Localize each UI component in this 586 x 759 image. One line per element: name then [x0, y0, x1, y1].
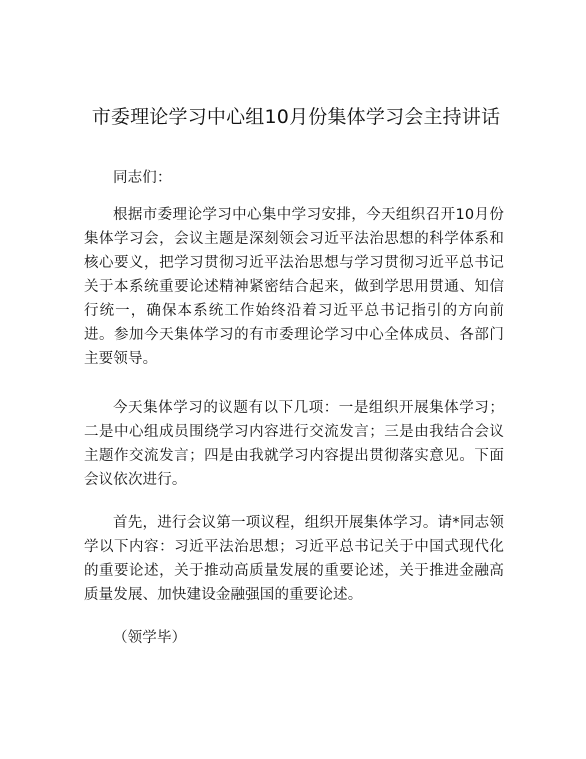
- paragraph-first-item: 首先，进行会议第一项议程，组织开展集体学习。请*同志领学以下内容：习近平法治思想；习近平总书记关于中国式现代化的重要论述，关于推动高质量发展的重要论述，关于推进金融高质量发展、加快建设金融强国的重要论述。: [84, 515, 504, 603]
- document-title: 市委理论学习中心组10月份集体学习会主持讲话: [91, 106, 501, 128]
- paragraph-agenda: 今天集体学习的议题有以下几项：一是组织开展集体学习；二是中心组成员围绕学习内容进行交流发言；三是由我结合会议主题作交流发言；四是由我就学习内容提出贯彻落实意见。下面会议依次进行。: [84, 400, 504, 488]
- salutation: 同志们：: [113, 170, 172, 186]
- paragraph-study-done-note: （领学毕）: [113, 630, 187, 646]
- paragraph-meeting-intro: 根据市委理论学习中心集中学习安排，今天组织召开10月份集体学习会，会议主题是深刻领会习近平法治思想的科学体系和核心要义，把学习贯彻习近平法治思想与学习贯彻习近平总书记关于本系统重要论述精神紧密结合起来，做到学思用贯通、知信行统一，确保本系统工作始终沿着习近平总书记指引的方向前进。参加今天集体学习的有市委理论学习中心全体成员、各部门主要领导。: [84, 207, 504, 367]
